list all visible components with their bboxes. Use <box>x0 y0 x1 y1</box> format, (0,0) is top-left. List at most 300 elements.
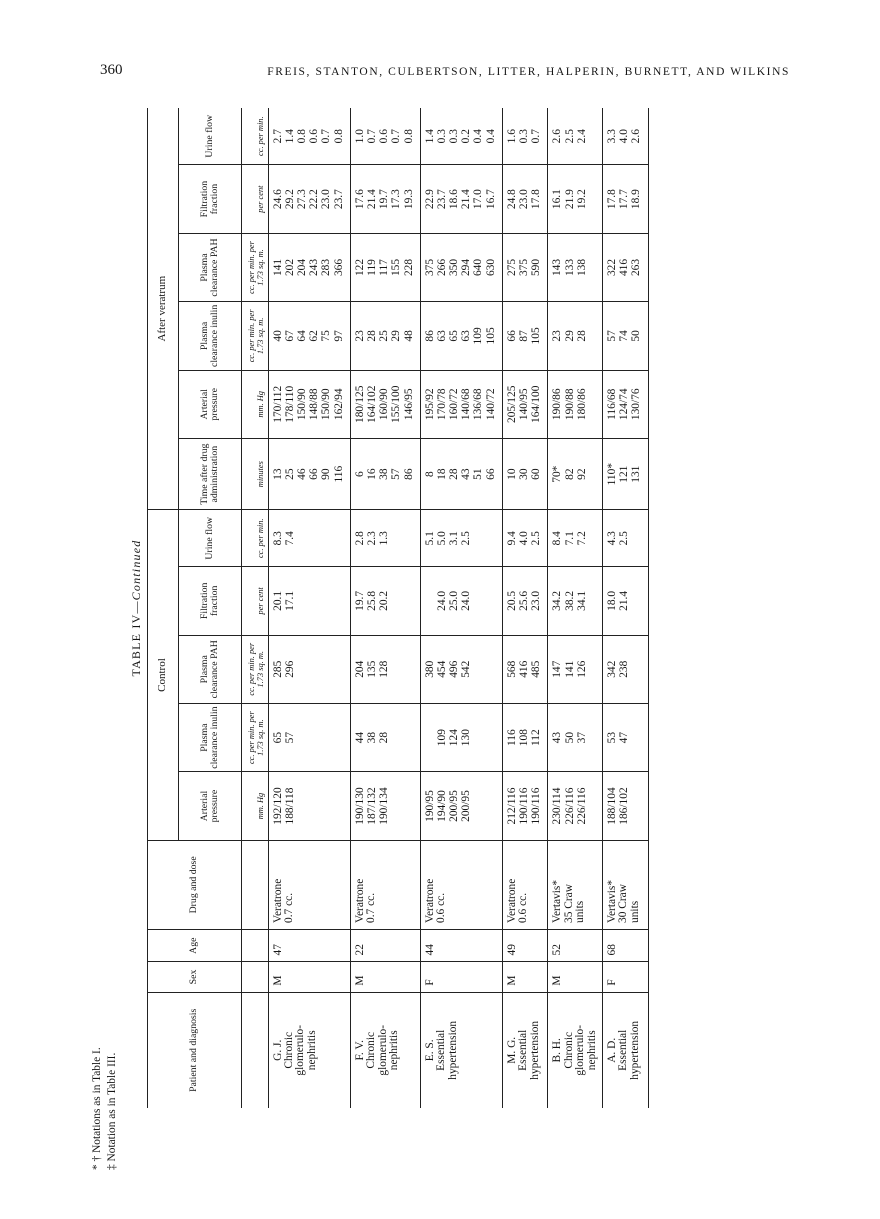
control-inulin-value: 108 <box>518 729 530 747</box>
page-number: 360 <box>100 62 123 78</box>
patient-line: Essential <box>517 1029 530 1071</box>
patient-line: nephritis <box>305 1030 318 1071</box>
after-ff-cell <box>268 165 350 233</box>
patient-cell <box>420 992 502 1108</box>
patient-line: hypertension <box>528 1020 541 1080</box>
after-urine-value: 0.8 <box>296 129 308 144</box>
after-inulin-value: 50 <box>630 330 643 342</box>
after-pah-value: 243 <box>308 258 321 277</box>
control-ff-value: 21.4 <box>618 590 631 611</box>
after-inulin-value: 62 <box>308 330 321 342</box>
after-ff-value: 16.7 <box>484 189 497 210</box>
after-ff-value: 27.3 <box>296 189 308 210</box>
sex-cell: F <box>603 962 649 992</box>
after-arterial-cell <box>603 370 649 438</box>
after-pah-value: 630 <box>484 258 497 277</box>
age-cell: 49 <box>502 929 548 961</box>
control-pah-value: 285 <box>271 660 284 678</box>
after-arterial-value: 155/100 <box>390 385 403 423</box>
after-time-value: 60 <box>530 468 543 480</box>
after-urine-value: 0.3 <box>435 129 448 144</box>
after-inulin-value: 40 <box>271 330 284 342</box>
after-arterial-value: 136/68 <box>472 388 485 421</box>
after-inulin-value: 25 <box>378 330 391 342</box>
control-pah-value: 126 <box>575 660 588 678</box>
unit-label: per cent <box>242 165 269 233</box>
patient-line: hypertension <box>628 1020 641 1080</box>
control-arterial-cell <box>603 772 649 840</box>
patient-line: nephritis <box>387 1030 400 1071</box>
after-pah-value: 143 <box>551 258 564 277</box>
after-time-value: 16 <box>365 468 378 480</box>
after-ff-value: 22.9 <box>423 189 436 210</box>
control-arterial-cell <box>420 772 502 840</box>
after-inulin-value: 23 <box>353 330 366 342</box>
control-urine-value: 4.0 <box>518 531 530 546</box>
table-row <box>420 108 502 1108</box>
control-inulin-value: 124 <box>448 729 461 747</box>
after-inulin-value: 105 <box>484 327 497 345</box>
drug-line: 0.6 cc. <box>435 892 448 923</box>
control-pah-value: 496 <box>448 660 461 678</box>
after-urine-cell <box>420 108 502 165</box>
control-pah-value: 454 <box>435 660 448 678</box>
after-inulin-value: 63 <box>435 330 448 342</box>
after-pah-value: 375 <box>518 258 530 277</box>
control-inulin-cell <box>350 703 420 771</box>
control-urine-value: 4.3 <box>606 531 618 546</box>
rotated-table-area <box>125 108 845 1108</box>
after-urine-value: 0.7 <box>320 129 333 144</box>
control-inulin-value: 109 <box>435 729 448 747</box>
after-pah-value: 204 <box>296 258 308 277</box>
patient-line: nephritis <box>585 1030 598 1071</box>
control-urine-value: 8.3 <box>271 531 284 546</box>
running-head: FREIS, STANTON, CULBERTSON, LITTER, HALPERIN, BURNETT, AND WILKINS <box>267 66 790 78</box>
control-urine-value: 7.2 <box>575 531 588 546</box>
control-inulin-cell <box>548 703 603 771</box>
after-arterial-value: 140/72 <box>484 388 497 421</box>
patient-cell <box>268 992 350 1108</box>
control-arterial-cell <box>350 772 420 840</box>
after-arterial-value: 190/86 <box>551 388 564 421</box>
after-time-value: 13 <box>271 468 284 480</box>
after-time-value: 66 <box>484 468 497 480</box>
after-inulin-cell <box>603 302 649 370</box>
after-ff-cell <box>603 165 649 233</box>
control-pah-value: 141 <box>563 660 576 678</box>
control-urine-cell <box>603 510 649 567</box>
control-inulin-value: 112 <box>530 729 543 746</box>
control-arterial-value: 190/134 <box>378 787 391 825</box>
header-after-inulin: Plasma clearance inulin <box>179 302 242 370</box>
control-pah-cell <box>603 635 649 703</box>
patient-line: F. V. <box>353 1040 366 1061</box>
control-arterial-value: 190/116 <box>530 787 543 825</box>
after-urine-value: 2.6 <box>630 129 643 144</box>
after-ff-value: 24.6 <box>271 189 284 210</box>
after-ff-value: 18.6 <box>448 189 461 210</box>
after-ff-value: 17.7 <box>618 189 631 210</box>
after-arterial-value: 178/110 <box>283 385 296 423</box>
header-control-ff: Filtration fraction <box>179 567 242 635</box>
after-pah-value: 138 <box>575 258 588 277</box>
control-pah-value: 568 <box>505 660 518 678</box>
after-urine-value: 2.5 <box>563 129 576 144</box>
after-pah-value: 117 <box>378 259 391 276</box>
after-time-cell <box>603 438 649 509</box>
age-cell: 47 <box>268 929 350 961</box>
after-ff-value: 21.4 <box>460 189 473 210</box>
control-pah-value: 135 <box>365 660 378 678</box>
after-pah-value: 155 <box>390 258 403 277</box>
control-inulin-value: 65 <box>271 731 284 744</box>
control-ff-value: 34.1 <box>575 590 588 611</box>
header-drug: Drug and dose <box>148 840 242 929</box>
patient-line: hypertension <box>446 1020 459 1080</box>
patient-line: Chronic <box>562 1031 575 1069</box>
control-arterial-value: 188/104 <box>606 787 618 825</box>
after-pah-value: 228 <box>402 258 415 277</box>
after-ff-value: 23.0 <box>518 189 530 210</box>
after-ff-value: 18.9 <box>630 189 643 210</box>
sex-cell: M <box>268 962 350 992</box>
drug-line: Veratrone <box>353 878 366 923</box>
after-arterial-cell <box>420 370 502 438</box>
control-inulin-value: 57 <box>283 731 296 744</box>
after-inulin-value: 86 <box>423 330 436 342</box>
control-ff-value: 38.2 <box>563 590 576 611</box>
drug-line: units <box>628 900 641 923</box>
after-urine-value: 0.6 <box>378 129 391 144</box>
control-urine-value: 7.1 <box>563 531 576 546</box>
after-urine-cell <box>603 108 649 165</box>
after-ff-value: 17.6 <box>353 189 366 210</box>
header-after-ff: Filtration fraction <box>179 165 242 233</box>
unit-label: cc. per min. per 1.73 sq. m. <box>242 302 269 370</box>
after-inulin-value: 67 <box>283 330 296 342</box>
units-blank <box>242 962 269 992</box>
control-urine-cell <box>268 510 350 567</box>
patient-line: B. H. <box>551 1038 564 1063</box>
header-after-time: Time after drug administration <box>179 438 242 509</box>
after-ff-value: 19.2 <box>575 189 588 210</box>
patient-line: Essential <box>435 1029 448 1071</box>
after-pah-value: 141 <box>271 258 284 277</box>
control-urine-cell <box>420 510 502 567</box>
units-blank <box>242 929 269 961</box>
sex-cell: M <box>350 962 420 992</box>
after-arterial-value: 148/88 <box>308 388 321 421</box>
after-time-value: 82 <box>563 468 576 480</box>
control-ff-cell <box>350 567 420 635</box>
after-ff-cell <box>420 165 502 233</box>
header-after-arterial: Arterial pressure <box>179 370 242 438</box>
after-time-value: 18 <box>435 468 448 480</box>
after-urine-value: 2.4 <box>575 129 588 144</box>
control-arterial-value: 226/116 <box>563 787 576 825</box>
after-ff-value: 17.8 <box>606 189 618 210</box>
after-urine-cell <box>350 108 420 165</box>
control-arterial-value: 190/130 <box>353 787 366 825</box>
footnote: * † Notations as in Table I. <box>91 1047 103 1170</box>
control-arterial-value: 226/116 <box>575 787 588 825</box>
header-control-arterial: Arterial pressure <box>179 772 242 840</box>
after-arterial-value: 140/95 <box>518 388 530 421</box>
sex-cell: M <box>548 962 603 992</box>
after-pah-cell <box>420 233 502 301</box>
control-pah-value: 416 <box>518 660 530 678</box>
after-time-value: 6 <box>353 471 366 478</box>
after-arterial-value: 205/125 <box>505 385 518 423</box>
control-arterial-value: 194/90 <box>435 790 448 822</box>
after-ff-cell <box>350 165 420 233</box>
after-arterial-value: 170/112 <box>271 385 284 423</box>
control-inulin-cell <box>603 703 649 771</box>
table-row <box>603 108 649 1108</box>
control-urine-value: 2.5 <box>618 531 631 546</box>
after-pah-value: 416 <box>618 258 631 277</box>
after-arterial-value: 162/94 <box>332 388 345 421</box>
control-arterial-value: 186/102 <box>618 787 631 825</box>
after-arterial-value: 160/90 <box>378 388 391 421</box>
after-inulin-cell <box>548 302 603 370</box>
after-time-value: 46 <box>296 468 308 480</box>
after-ff-value: 24.8 <box>505 189 518 210</box>
after-time-value: 28 <box>448 468 461 480</box>
patient-cell <box>350 992 420 1108</box>
control-ff-cell <box>548 567 603 635</box>
after-pah-cell <box>350 233 420 301</box>
control-pah-cell <box>420 635 502 703</box>
after-ff-value: 29.2 <box>283 189 296 210</box>
after-arterial-value: 190/88 <box>563 388 576 421</box>
after-urine-value: 0.7 <box>390 129 403 144</box>
control-pah-value: 542 <box>460 660 473 678</box>
table-row <box>268 108 350 1108</box>
sex-cell: M <box>502 962 548 992</box>
control-urine-value: 2.5 <box>460 531 473 546</box>
after-ff-value: 16.1 <box>551 189 564 210</box>
after-arterial-value: 160/72 <box>448 388 461 421</box>
control-arterial-value: 187/132 <box>365 787 378 825</box>
control-ff-cell <box>603 567 649 635</box>
footnotes <box>90 1047 121 1170</box>
after-inulin-value: 63 <box>460 330 473 342</box>
unit-label: cc. per min. per 1.73 sq. m. <box>242 703 269 771</box>
sex-cell: F <box>420 962 502 992</box>
control-urine-cell <box>350 510 420 567</box>
after-arterial-value: 146/95 <box>402 388 415 421</box>
after-inulin-value: 64 <box>296 330 308 342</box>
control-urine-cell <box>502 510 548 567</box>
control-inulin-value: 44 <box>353 731 366 744</box>
drug-cell <box>268 840 350 929</box>
after-arterial-value: 140/68 <box>460 388 473 421</box>
after-ff-value: 23.0 <box>320 189 333 210</box>
header-age: Age <box>148 929 242 961</box>
after-pah-cell <box>502 233 548 301</box>
after-arterial-value: 180/86 <box>575 388 588 421</box>
control-arterial-value: 200/95 <box>460 790 473 822</box>
after-time-value: 10 <box>505 468 518 480</box>
after-pah-value: 294 <box>460 258 473 277</box>
control-inulin-value: 47 <box>618 731 631 744</box>
control-arterial-cell <box>268 772 350 840</box>
control-ff-value: 19.7 <box>353 590 366 611</box>
control-inulin-value: 50 <box>563 731 576 744</box>
after-pah-value: 350 <box>448 258 461 277</box>
control-inulin-cell <box>420 703 502 771</box>
header-after-urine: Urine flow <box>179 108 242 165</box>
control-arterial-value: 200/95 <box>448 790 461 822</box>
control-ff-value: 34.2 <box>551 590 564 611</box>
after-time-value: 51 <box>472 468 485 480</box>
footnote: ‡ Notation as in Table III. <box>106 1052 119 1170</box>
after-time-value: 57 <box>390 468 403 480</box>
after-pah-value: 275 <box>505 258 518 277</box>
after-time-value: 66 <box>308 468 321 480</box>
after-arterial-cell <box>548 370 603 438</box>
control-inulin-cell <box>268 703 350 771</box>
after-urine-value: 3.3 <box>606 129 618 144</box>
drug-line: Vertavis* <box>606 879 618 923</box>
after-arterial-cell <box>350 370 420 438</box>
control-arterial-cell <box>502 772 548 840</box>
units-blank <box>242 840 269 929</box>
control-ff-value: 23.0 <box>530 590 543 611</box>
after-arterial-value: 124/74 <box>618 388 631 421</box>
control-urine-cell <box>548 510 603 567</box>
after-time-cell <box>268 438 350 509</box>
after-ff-value: 23.7 <box>332 189 345 210</box>
group-after-veratrum: After veratrum <box>148 108 179 510</box>
patient-line: Chronic <box>365 1031 378 1069</box>
after-arterial-cell <box>502 370 548 438</box>
drug-line: 35 Craw <box>562 884 575 923</box>
patient-line: M. G. <box>505 1036 518 1064</box>
after-inulin-value: 75 <box>320 330 333 342</box>
after-time-value: 86 <box>402 468 415 480</box>
units-row <box>242 108 269 1108</box>
drug-line: Veratrone <box>271 878 284 923</box>
age-cell: 22 <box>350 929 420 961</box>
patient-line: Essential <box>617 1029 630 1071</box>
group-control: Control <box>148 510 179 840</box>
after-urine-value: 0.8 <box>402 129 415 144</box>
control-inulin-value: 53 <box>606 731 618 744</box>
control-urine-value: 8.4 <box>551 531 564 546</box>
control-arterial-value: 192/120 <box>271 787 284 825</box>
after-inulin-value: 29 <box>390 330 403 342</box>
after-pah-cell <box>603 233 649 301</box>
control-pah-cell <box>502 635 548 703</box>
after-inulin-value: 65 <box>448 330 461 342</box>
control-arterial-value: 230/114 <box>551 787 564 825</box>
control-ff-value: 25.8 <box>365 590 378 611</box>
after-arterial-value: 164/100 <box>530 385 543 423</box>
drug-line: Veratrone <box>423 878 436 923</box>
after-time-value: 25 <box>283 468 296 480</box>
after-urine-value: 1.6 <box>505 129 518 144</box>
control-urine-value: 1.3 <box>378 531 391 546</box>
after-inulin-value: 57 <box>606 330 618 342</box>
after-time-value: 43 <box>460 468 473 480</box>
after-inulin-value: 97 <box>332 330 345 342</box>
control-inulin-value: 116 <box>505 729 518 746</box>
after-pah-value: 590 <box>530 258 543 277</box>
patient-cell <box>502 992 548 1108</box>
after-time-value: 116 <box>332 465 345 483</box>
after-urine-value: 2.7 <box>271 129 284 144</box>
after-inulin-value: 48 <box>402 330 415 342</box>
table-title <box>125 108 147 1108</box>
after-time-value: 92 <box>575 468 588 480</box>
after-time-value: 8 <box>423 471 436 478</box>
after-urine-value: 0.4 <box>484 129 497 144</box>
after-ff-cell <box>548 165 603 233</box>
table-row <box>350 108 420 1108</box>
after-pah-cell <box>268 233 350 301</box>
control-inulin-value: 37 <box>575 731 588 744</box>
header-control-inulin: Plasma clearance inulin <box>179 703 242 771</box>
after-time-cell <box>548 438 603 509</box>
patient-line: Chronic <box>283 1031 296 1069</box>
unit-label: minutes <box>242 438 269 509</box>
table-row <box>548 108 603 1108</box>
drug-cell <box>548 840 603 929</box>
after-inulin-value: 87 <box>518 330 530 342</box>
after-urine-value: 0.8 <box>332 129 345 144</box>
control-inulin-value: 43 <box>551 731 564 744</box>
control-pah-value: 238 <box>618 660 631 678</box>
after-inulin-value: 29 <box>563 330 576 342</box>
control-ff-value: 24.0 <box>460 590 473 611</box>
control-inulin-value: 130 <box>460 729 473 747</box>
after-time-value: 121 <box>618 465 631 483</box>
control-pah-value: 485 <box>530 660 543 678</box>
control-ff-value: 25.6 <box>518 590 530 611</box>
after-arterial-value: 180/125 <box>353 385 366 423</box>
after-inulin-cell <box>350 302 420 370</box>
after-inulin-value: 105 <box>530 327 543 345</box>
patient-cell <box>548 992 603 1108</box>
after-arterial-value: 170/78 <box>435 388 448 421</box>
age-cell: 52 <box>548 929 603 961</box>
footnotes-rotated <box>90 1038 120 1188</box>
header-after-pah: Plasma clearance PAH <box>179 233 242 301</box>
patient-line: glomerulo- <box>376 1024 389 1076</box>
after-pah-value: 283 <box>320 258 333 277</box>
after-ff-value: 19.7 <box>378 189 391 210</box>
control-ff-cell <box>268 567 350 635</box>
after-time-value: 30 <box>518 468 530 480</box>
table-title-suffix: Continued <box>129 539 143 601</box>
drug-line: 0.7 cc. <box>283 892 296 923</box>
after-time-value: 110* <box>606 462 618 486</box>
control-urine-value: 9.4 <box>505 531 518 546</box>
page-header <box>100 62 790 92</box>
drug-cell <box>420 840 502 929</box>
unit-label: mm. Hg <box>242 772 269 840</box>
after-pah-value: 133 <box>563 258 576 277</box>
after-inulin-value: 28 <box>575 330 588 342</box>
control-urine-value: 3.1 <box>448 531 461 546</box>
control-ff-value: 20.1 <box>271 590 284 611</box>
after-ff-value: 23.7 <box>435 189 448 210</box>
unit-label: per cent <box>242 567 269 635</box>
after-inulin-value: 23 <box>551 330 564 342</box>
